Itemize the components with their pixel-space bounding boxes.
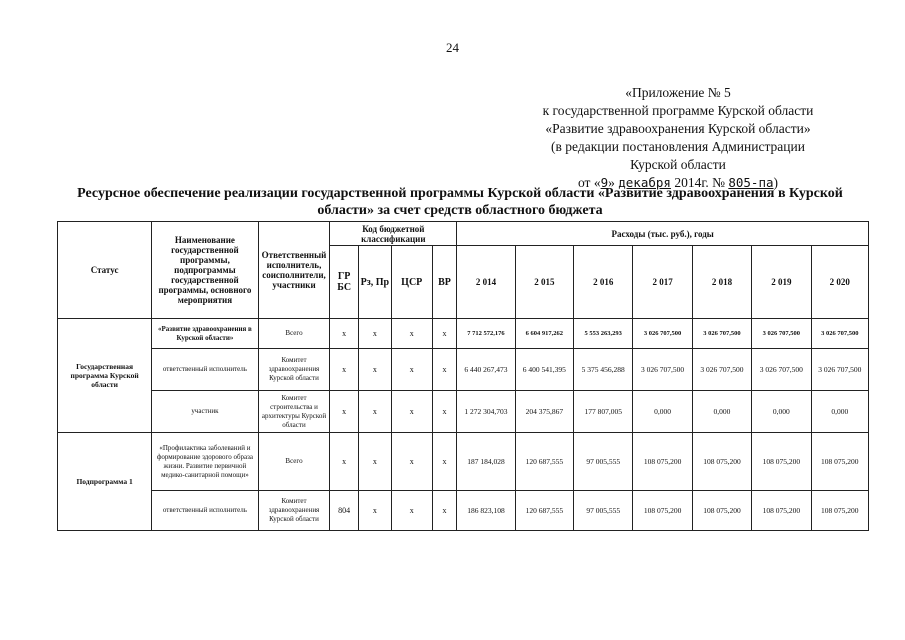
document-title: Ресурсное обеспечение реализации государственной программы Курской области «Развитие здравоохранения в Курской области» за счет средств областного бюджета [77,186,843,218]
row-value: 108 075,200 [811,433,868,491]
header-year: 2 019 [752,246,811,319]
table-row [58,319,869,349]
row-value: 177 807,005 [574,391,633,433]
row-name: «Развитие здравоохранения в Курской области» [152,319,258,349]
row-value: 0,000 [633,391,692,433]
row-value: 1 272 304,703 [457,391,515,433]
header-year: 2 015 [515,246,573,319]
row-grbs: x [330,391,359,433]
row-rzpr: x [359,433,392,491]
appendix-line-4: (в редакции постановления Администрации [551,139,805,154]
row-responsible: Всего [258,319,330,349]
row-value: 0,000 [752,391,811,433]
row-value: 5 553 263,293 [574,319,633,349]
header-year: 2 014 [457,246,515,319]
appendix-line-3: «Развитие здравоохранения Курской области» [545,121,811,136]
row-grbs: 804 [330,491,359,531]
row-value: 108 075,200 [752,433,811,491]
header-name: Наименование государственной программы, подпрограммы государственной программы, основного мероприятия [152,222,258,319]
row-value: 0,000 [811,391,868,433]
row-value: 0,000 [692,391,751,433]
row-rzpr: x [359,349,392,391]
row-value: 97 005,555 [574,433,633,491]
header-csr: ЦСР [391,246,432,319]
row-responsible: Комитет строительства и архитектуры Курской области [258,391,330,433]
row-value: 6 440 267,473 [457,349,515,391]
row-value: 108 075,200 [633,491,692,531]
row-rzpr: x [359,391,392,433]
date-month: декабря [618,175,671,190]
header-budget-code: Код бюджетной классификации [330,222,457,246]
row-value: 187 184,028 [457,433,515,491]
row-responsible: Комитет здравоохранения Курской области [258,491,330,531]
row-vr: x [432,349,457,391]
row-value: 7 712 572,176 [457,319,515,349]
appendix-line-5: Курской области [630,157,726,172]
row-name: участник [152,391,258,433]
row-vr: x [432,433,457,491]
row-value: 3 026 707,500 [752,319,811,349]
table-row [58,391,869,433]
header-expenses: Расходы (тыс. руб.), годы [457,222,869,246]
table-row [58,349,869,391]
table-row [58,433,869,491]
row-value: 108 075,200 [692,491,751,531]
row-rzpr: x [359,491,392,531]
row-value: 108 075,200 [811,491,868,531]
row-value: 97 005,555 [574,491,633,531]
row-value: 3 026 707,500 [692,319,751,349]
table-row [58,491,869,531]
row-grbs: x [330,433,359,491]
row-value: 108 075,200 [752,491,811,531]
appendix-header [513,84,843,192]
row-rzpr: x [359,319,392,349]
row-vr: x [432,319,457,349]
appendix-line-1: «Приложение № 5 [625,85,731,100]
row-responsible: Всего [258,433,330,491]
header-year: 2 016 [574,246,633,319]
row-value: 6 400 541,395 [515,349,573,391]
row-name: «Профилактика заболеваний и формирование здорового образа жизни. Развитие первичной медико-санитарной помощи» [152,433,258,491]
row-name: ответственный исполнитель [152,491,258,531]
row-vr: x [432,491,457,531]
row-value: 186 823,108 [457,491,515,531]
row-value: 3 026 707,500 [633,349,692,391]
resource-table [57,221,869,531]
header-year: 2 017 [633,246,692,319]
row-value: 6 604 917,262 [515,319,573,349]
row-value: 3 026 707,500 [692,349,751,391]
row-grbs: x [330,349,359,391]
header-vr: ВР [432,246,457,319]
row-csr: x [391,349,432,391]
row-value: 204 375,867 [515,391,573,433]
appendix-line-2: к государственной программе Курской области [542,103,814,118]
row-value: 3 026 707,500 [811,319,868,349]
row-grbs: x [330,319,359,349]
row-value: 120 687,555 [515,433,573,491]
row-name: ответственный исполнитель [152,349,258,391]
row-status: Государственная программа Курской области [58,319,152,433]
row-responsible: Комитет здравоохранения Курской области [258,349,330,391]
date-mid: » [608,175,615,190]
decree-number: 805-па [728,175,774,190]
row-vr: x [432,391,457,433]
row-value: 120 687,555 [515,491,573,531]
row-value: 3 026 707,500 [752,349,811,391]
row-value: 108 075,200 [692,433,751,491]
header-rzpr: Рз, Пр [359,246,392,319]
row-csr: x [391,319,432,349]
date-prefix: от « [577,175,601,190]
row-csr: x [391,391,432,433]
header-status: Статус [58,222,152,319]
row-csr: x [391,433,432,491]
row-status: Подпрограмма 1 [58,433,152,531]
date-day: 9 [600,175,609,190]
row-csr: x [391,491,432,531]
page-number: 24 [446,40,459,55]
header-year: 2 018 [692,246,751,319]
header-grbs: ГР БС [330,246,359,319]
header-year: 2 020 [811,246,868,319]
row-value: 5 375 456,288 [574,349,633,391]
row-value: 108 075,200 [633,433,692,491]
row-value: 3 026 707,500 [633,319,692,349]
date-year: 2014г. № [674,175,725,190]
row-value: 3 026 707,500 [811,349,868,391]
date-suffix: ) [773,175,778,190]
header-responsible: Ответственный исполнитель, соисполнители, участники [258,222,330,319]
